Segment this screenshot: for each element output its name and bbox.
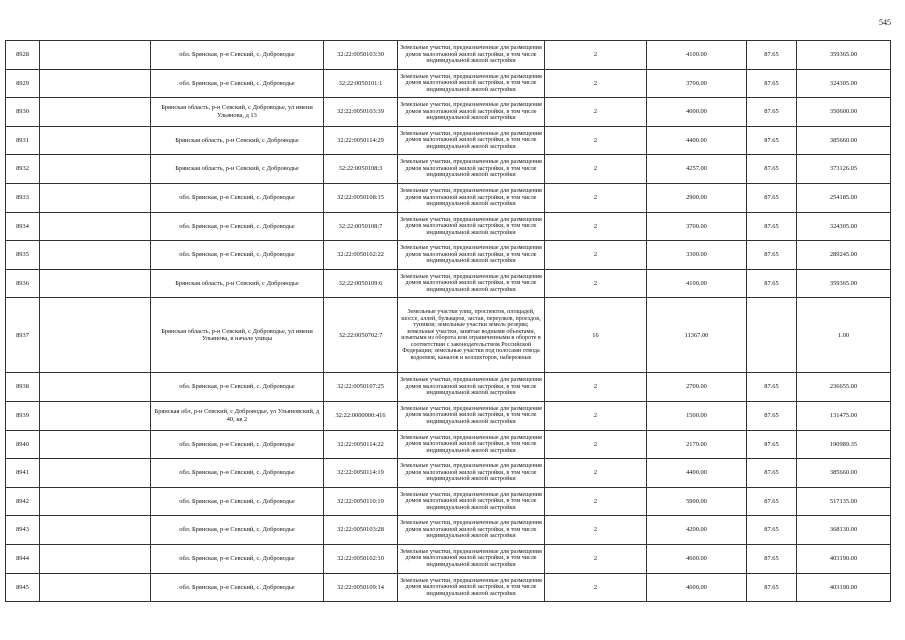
address-cell: обл. Брянская, р-н Севский, с. Доброводье xyxy=(151,183,324,212)
land-purpose-cell: Земельные участки, предназначенные для размещения домов малоэтажной жилой застройки, в том числе индивидуальной жилой застройки xyxy=(398,241,545,270)
gap-cell xyxy=(40,183,151,212)
cadastral-number-cell: 32:22:0050108:3 xyxy=(324,155,398,184)
cadastral-number-cell: 32:22:0050107:25 xyxy=(324,373,398,402)
land-purpose-cell: Земельные участки, предназначенные для размещения домов малоэтажной жилой застройки, в том числе индивидуальной жилой застройки xyxy=(398,212,545,241)
table-row xyxy=(6,544,891,573)
address-cell: обл. Брянская, р-н Севский, с. Доброводье xyxy=(151,516,324,545)
table-row xyxy=(6,430,891,459)
table-row xyxy=(6,298,891,373)
address-cell: обл. Брянская, р-н Севский, с. Доброводье xyxy=(151,212,324,241)
row-number-cell: 8944 xyxy=(6,544,40,573)
cadastral-number-cell: 32:22:0050114:19 xyxy=(324,459,398,488)
gap-cell xyxy=(40,298,151,373)
cadastral-value-cell: 324305.00 xyxy=(797,212,891,241)
address-cell: обл. Брянская, р-н Севский, с. Доброводье xyxy=(151,459,324,488)
row-number-cell: 8929 xyxy=(6,69,40,98)
row-number-cell: 8933 xyxy=(6,183,40,212)
rate-cell: 87.65 xyxy=(747,544,797,573)
cadastral-number-cell: 32:22:0050103:30 xyxy=(324,41,398,70)
gap-cell xyxy=(40,241,151,270)
cadastral-value-cell: 236655.00 xyxy=(797,373,891,402)
land-purpose-cell: Земельные участки, предназначенные для размещения домов малоэтажной жилой застройки, в том числе индивидуальной жилой застройки xyxy=(398,183,545,212)
group-cell: 2 xyxy=(545,241,647,270)
rate-cell: 87.65 xyxy=(747,41,797,70)
area-cell: 5900.00 xyxy=(647,487,747,516)
gap-cell xyxy=(40,98,151,127)
table-row xyxy=(6,69,891,98)
cadastral-value-cell: 359365.00 xyxy=(797,269,891,298)
address-cell: обл. Брянская, р-н Севский, с. Доброводье xyxy=(151,544,324,573)
rate-cell xyxy=(747,298,797,373)
cadastral-number-cell: 32:22:0000000:416 xyxy=(324,401,398,430)
cadastral-value-cell: 368130.00 xyxy=(797,516,891,545)
rate-cell: 87.65 xyxy=(747,241,797,270)
land-purpose-cell: Земельные участки, предназначенные для размещения домов малоэтажной жилой застройки, в том числе индивидуальной жилой застройки xyxy=(398,69,545,98)
rate-cell: 87.65 xyxy=(747,269,797,298)
address-cell: обл. Брянская, р-н Севский, с. Доброводье xyxy=(151,487,324,516)
address-cell: обл. Брянская, р-н Севский, с. Доброводье xyxy=(151,430,324,459)
cadastral-number-cell: 32:22:0050114:29 xyxy=(324,126,398,155)
row-number-cell: 8942 xyxy=(6,487,40,516)
rate-cell: 87.65 xyxy=(747,69,797,98)
rate-cell: 87.65 xyxy=(747,430,797,459)
cadastral-value-cell: 254185.00 xyxy=(797,183,891,212)
row-number-cell: 8932 xyxy=(6,155,40,184)
table-row xyxy=(6,373,891,402)
group-cell: 2 xyxy=(545,41,647,70)
land-purpose-cell: Земельные участки, предназначенные для размещения домов малоэтажной жилой застройки, в том числе индивидуальной жилой застройки xyxy=(398,430,545,459)
area-cell: 4200.00 xyxy=(647,516,747,545)
land-purpose-cell: Земельные участки, предназначенные для размещения домов малоэтажной жилой застройки, в том числе индивидуальной жилой застройки xyxy=(398,459,545,488)
address-cell: обл. Брянская, р-н Севский, с. Доброводье xyxy=(151,373,324,402)
table-row xyxy=(6,401,891,430)
address-cell: Брянская обл, р-н Севский, с Доброводье, ул Ульяновский, д 40, кв 2 xyxy=(151,401,324,430)
table-row xyxy=(6,98,891,127)
cadastral-number-cell: 32:22:0050114:22 xyxy=(324,430,398,459)
row-number-cell: 8943 xyxy=(6,516,40,545)
rate-cell: 87.65 xyxy=(747,212,797,241)
land-purpose-cell: Земельные участки, предназначенные для размещения домов малоэтажной жилой застройки, в том числе индивидуальной жилой застройки xyxy=(398,487,545,516)
address-cell: Брянская область, р-н Севский, с Доброводье, ул имени Ульянова, в начале улицы xyxy=(151,298,324,373)
land-purpose-cell: Земельные участки, предназначенные для размещения домов малоэтажной жилой застройки, в том числе индивидуальной жилой застройки xyxy=(398,516,545,545)
gap-cell xyxy=(40,212,151,241)
gap-cell xyxy=(40,373,151,402)
group-cell: 2 xyxy=(545,401,647,430)
gap-cell xyxy=(40,41,151,70)
area-cell: 3700.00 xyxy=(647,69,747,98)
cadastral-number-cell: 32:22:0050110:19 xyxy=(324,487,398,516)
cadastral-value-cell: 517135.00 xyxy=(797,487,891,516)
group-cell: 2 xyxy=(545,69,647,98)
rate-cell: 87.65 xyxy=(747,573,797,602)
row-number-cell: 8939 xyxy=(6,401,40,430)
table-row xyxy=(6,126,891,155)
gap-cell xyxy=(40,544,151,573)
area-cell: 1500.00 xyxy=(647,401,747,430)
cadastral-number-cell: 32:22:0050702:7 xyxy=(324,298,398,373)
land-purpose-cell: Земельные участки, предназначенные для размещения домов малоэтажной жилой застройки, в том числе индивидуальной жилой застройки xyxy=(398,41,545,70)
cadastral-value-cell: 385660.00 xyxy=(797,126,891,155)
cadastral-number-cell: 32:22:0050108:15 xyxy=(324,183,398,212)
group-cell: 2 xyxy=(545,459,647,488)
group-cell: 2 xyxy=(545,269,647,298)
gap-cell xyxy=(40,459,151,488)
area-cell: 4600.00 xyxy=(647,573,747,602)
area-cell: 4400.00 xyxy=(647,459,747,488)
area-cell: 3700.00 xyxy=(647,212,747,241)
cadastral-value-cell: 403190.00 xyxy=(797,573,891,602)
rate-cell: 87.65 xyxy=(747,401,797,430)
rate-cell: 87.65 xyxy=(747,126,797,155)
cadastral-number-cell: 32:22:0050101:1 xyxy=(324,69,398,98)
area-cell: 2900.00 xyxy=(647,183,747,212)
row-number-cell: 8945 xyxy=(6,573,40,602)
table-row xyxy=(6,241,891,270)
rate-cell: 87.65 xyxy=(747,183,797,212)
table-row xyxy=(6,573,891,602)
rate-cell: 87.65 xyxy=(747,155,797,184)
cadastral-value-cell: 359365.00 xyxy=(797,41,891,70)
address-cell: Брянская область, р-н Севский, с Доброводье, ул имени Ульянова, д 13 xyxy=(151,98,324,127)
row-number-cell: 8930 xyxy=(6,98,40,127)
cadastral-value-cell: 403190.00 xyxy=(797,544,891,573)
cadastral-value-cell: 1.00 xyxy=(797,298,891,373)
table-row xyxy=(6,155,891,184)
gap-cell xyxy=(40,126,151,155)
cadastral-value-cell: 373126.05 xyxy=(797,155,891,184)
table-row xyxy=(6,183,891,212)
group-cell: 2 xyxy=(545,487,647,516)
address-cell: обл. Брянская, р-н Севский, с. Доброводье xyxy=(151,573,324,602)
table-row xyxy=(6,487,891,516)
row-number-cell: 8940 xyxy=(6,430,40,459)
cadastral-number-cell: 32:22:0050109:14 xyxy=(324,573,398,602)
address-cell: Брянская область, р-н Севский, с Доброводье xyxy=(151,269,324,298)
rate-cell: 87.65 xyxy=(747,487,797,516)
group-cell: 16 xyxy=(545,298,647,373)
group-cell: 2 xyxy=(545,373,647,402)
row-number-cell: 8934 xyxy=(6,212,40,241)
group-cell: 2 xyxy=(545,212,647,241)
gap-cell xyxy=(40,573,151,602)
table-row xyxy=(6,212,891,241)
area-cell: 3300.00 xyxy=(647,241,747,270)
land-purpose-cell: Земельные участки, предназначенные для размещения домов малоэтажной жилой застройки, в том числе индивидуальной жилой застройки xyxy=(398,373,545,402)
cadastral-number-cell: 32:22:0050103:28 xyxy=(324,516,398,545)
cadastral-value-cell: 385660.00 xyxy=(797,459,891,488)
row-number-cell: 8928 xyxy=(6,41,40,70)
land-purpose-cell: Земельные участки, предназначенные для размещения домов малоэтажной жилой застройки, в том числе индивидуальной жилой застройки xyxy=(398,126,545,155)
area-cell: 11367.00 xyxy=(647,298,747,373)
area-cell: 4000.00 xyxy=(647,98,747,127)
table-row xyxy=(6,41,891,70)
row-number-cell: 8938 xyxy=(6,373,40,402)
land-purpose-cell: Земельные участки, предназначенные для размещения домов малоэтажной жилой застройки, в том числе индивидуальной жилой застройки xyxy=(398,155,545,184)
gap-cell xyxy=(40,430,151,459)
row-number-cell: 8936 xyxy=(6,269,40,298)
area-cell: 4257.00 xyxy=(647,155,747,184)
area-cell: 2700.00 xyxy=(647,373,747,402)
gap-cell xyxy=(40,269,151,298)
group-cell: 2 xyxy=(545,430,647,459)
group-cell: 2 xyxy=(545,126,647,155)
cadastral-number-cell: 32:22:0050108:7 xyxy=(324,212,398,241)
address-cell: обл. Брянская, р-н Севский, с. Доброводье xyxy=(151,41,324,70)
rate-cell: 87.65 xyxy=(747,459,797,488)
table-row xyxy=(6,516,891,545)
cadastral-value-cell: 190989.35 xyxy=(797,430,891,459)
group-cell: 2 xyxy=(545,544,647,573)
gap-cell xyxy=(40,69,151,98)
gap-cell xyxy=(40,401,151,430)
area-cell: 4100.00 xyxy=(647,269,747,298)
group-cell: 2 xyxy=(545,516,647,545)
area-cell: 4100.00 xyxy=(647,41,747,70)
land-purpose-cell: Земельные участки улиц, проспектов, площадей, шоссе, аллей, бульваров, застав, переулков, проездов, тупиков; земельные участки земель резерва; земельные участки, занятые водными объектами, изъятыми из оборота или ограниченными в обороте в соответствии с законодательством Российской Федерации; земельные участки под полосами отвода водоемов, каналов и коллекторов, набережные xyxy=(398,298,545,373)
area-cell: 4400.00 xyxy=(647,126,747,155)
address-cell: обл. Брянская, р-н Севский, с. Доброводье xyxy=(151,69,324,98)
group-cell: 2 xyxy=(545,573,647,602)
group-cell: 2 xyxy=(545,155,647,184)
area-cell: 2179.00 xyxy=(647,430,747,459)
row-number-cell: 8931 xyxy=(6,126,40,155)
land-purpose-cell: Земельные участки, предназначенные для размещения домов малоэтажной жилой застройки, в том числе индивидуальной жилой застройки xyxy=(398,98,545,127)
rate-cell: 87.65 xyxy=(747,98,797,127)
cadastral-number-cell: 32:22:0050109:6 xyxy=(324,269,398,298)
land-purpose-cell: Земельные участки, предназначенные для размещения домов малоэтажной жилой застройки, в том числе индивидуальной жилой застройки xyxy=(398,573,545,602)
land-purpose-cell: Земельные участки, предназначенные для размещения домов малоэтажной жилой застройки, в том числе индивидуальной жилой застройки xyxy=(398,401,545,430)
rate-cell: 87.65 xyxy=(747,516,797,545)
group-cell: 2 xyxy=(545,98,647,127)
gap-cell xyxy=(40,487,151,516)
row-number-cell: 8935 xyxy=(6,241,40,270)
rate-cell: 87.65 xyxy=(747,373,797,402)
cadastral-value-cell: 289245.00 xyxy=(797,241,891,270)
page-number: 545 xyxy=(879,18,891,27)
group-cell: 2 xyxy=(545,183,647,212)
cadastral-value-cell: 324305.00 xyxy=(797,69,891,98)
cadastral-value-cell: 131475.00 xyxy=(797,401,891,430)
cadastral-registry-table xyxy=(5,40,891,602)
cadastral-number-cell: 32:22:0050102:10 xyxy=(324,544,398,573)
address-cell: обл. Брянская, р-н Севский, с. Доброводье xyxy=(151,241,324,270)
row-number-cell: 8941 xyxy=(6,459,40,488)
row-number-cell: 8937 xyxy=(6,298,40,373)
cadastral-value-cell: 350600.00 xyxy=(797,98,891,127)
land-purpose-cell: Земельные участки, предназначенные для размещения домов малоэтажной жилой застройки, в том числе индивидуальной жилой застройки xyxy=(398,544,545,573)
address-cell: Брянская область, р-н Севский, с Доброводье xyxy=(151,126,324,155)
cadastral-number-cell: 32:22:0050103:39 xyxy=(324,98,398,127)
gap-cell xyxy=(40,516,151,545)
cadastral-number-cell: 32:22:0050102:22 xyxy=(324,241,398,270)
gap-cell xyxy=(40,155,151,184)
area-cell: 4600.00 xyxy=(647,544,747,573)
land-purpose-cell: Земельные участки, предназначенные для размещения домов малоэтажной жилой застройки, в том числе индивидуальной жилой застройки xyxy=(398,269,545,298)
table-row xyxy=(6,459,891,488)
table-row xyxy=(6,269,891,298)
address-cell: Брянская область, р-н Севский, с Доброводье xyxy=(151,155,324,184)
